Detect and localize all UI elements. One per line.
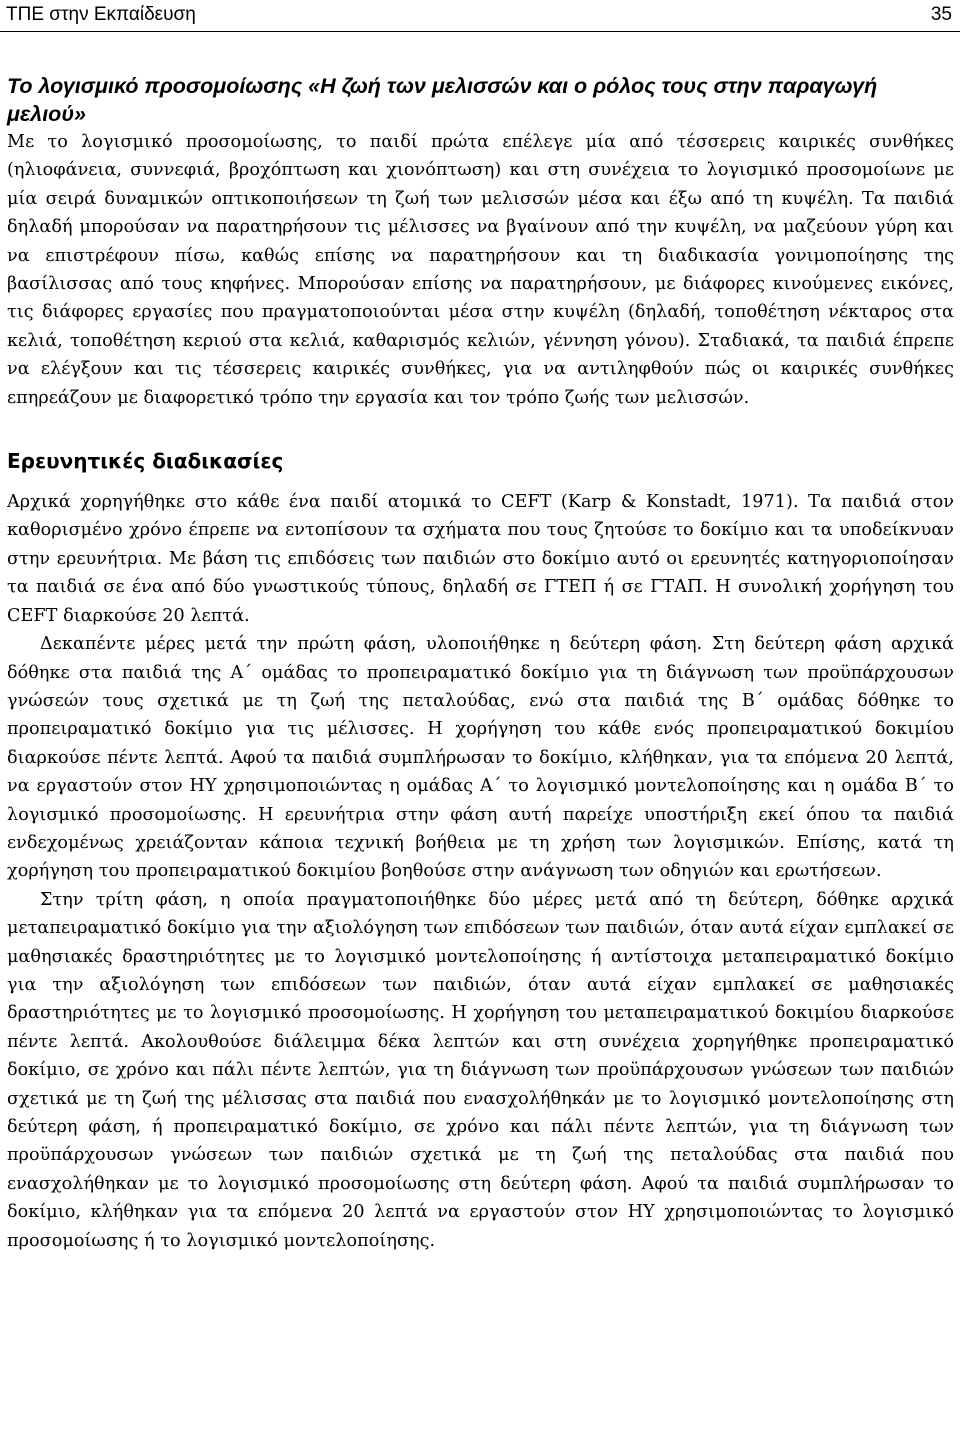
procedures-paragraph-2: Δεκαπέντε μέρες μετά την πρώτη φάση, υλοποιήθηκε η δεύτερη φάση. Στη δεύτερη φάση αρχικά δόθηκε στα παιδιά της Α΄ ομάδας το προπειραματικό δοκίμιο για τη διάγνωση των προϋπάρχουσων γνώσεών τους σχετικά με τη ζωή της πεταλούδας, ενώ στα παιδιά της Β΄ ομάδας δόθηκε το προπειραματικό δοκίμιο για τις μέλισσες. Η χορήγηση του κάθε ενός προπειραματικού δοκιμίου διαρκούσε πέντε λεπτά. Αφού τα παιδιά συμπλήρωσαν το δοκίμιο, κλήθηκαν, για τα επόμενα 20 λεπτά, να εργαστούν στον ΗΥ χρησιμοποιώντας η ομάδας Α΄ το λογισμικό μοντελοποίησης και η ομάδα Β΄ το λογισμικό προσομοίωσης. Η ερευνήτρια στην φάση αυτή παρείχε υποστήριξη εκεί όπου τα παιδιά ενδεχομένως χρειάζονταν κάποια τεχνική βοήθεια με τη χρήση των λογισμικών. Επίσης, κατά τη χορήγηση του προπειραματικού δοκιμίου βοηθούσε στην ανάγνωση των οδηγιών και ερωτήσεων. [7,634,954,882]
section-title: Το λογισμικό προσομοίωσης «Η ζωή των μελισσών και ο ρόλος τους στην παραγωγή μελιού» [7,74,878,126]
simulation-software-paragraph: Με το λογισμικό προσομοίωσης, το παιδί πρώτα επέλεγε μία από τέσσερεις καιρικές συνθήκες (ηλιοφάνεια, συννεφιά, βροχόπτωση και χιονόπτωση) και στη συνέχεια το λογισμικό προσομοίωνε με μία σειρά δυναμικών οπτικοποιήσεων τη ζωή των μελισσών μέσα και έξω από τη κυψέλη. Τα παιδιά δηλαδή μπορούσαν να παρατηρήσουν τις μέλισσες να βγαίνουν από την κυψέλη, να μαζεύουν γύρη και να επιστρέφουν πίσω, καθώς επίσης να παρατηρήσουν και τη διαδικασία γονιμοποίησης της βασίλισσας από τους κηφήνες. Μπορούσαν επίσης να παρατηρήσουν, με διάφορες κινούμενες εικόνες, τις διάφορες εργασίες που πραγματοποιούνται μέσα στην κυψέλη (δηλαδή, τοποθέτηση νέκταρος στα κελιά, τοποθέτηση κεριού στα κελιά, καθαρισμός κελιών, γέννηση γόνου). Σταδιακά, τα παιδιά έπρεπε να ελέγξουν και τις τέσσερεις καιρικές συνθήκες, για να αντιληφθούν πώς οι καιρικές συνθήκες επηρεάζουν με διαφορετικό τρόπο την εργασία και τον τρόπο ζωής των μελισσών. [7,132,954,408]
running-header [0,0,960,32]
subsection-title: Ερευνητικές διαδικασίες [7,449,284,474]
procedures-paragraph-3: Στην τρίτη φάση, η οποία πραγματοποιήθηκε δύο μέρες μετά από τη δεύτερη, δόθηκε αρχικά μεταπειραματικό δοκίμιο για την αξιολόγηση των επιδόσεων των παιδιών, όταν αυτά είχαν εμπλακεί σε μαθησιακές δραστηριότητες με το λογισμικό μοντελοποίησης ή αντίστοιχα μεταπειραματικό δοκίμιο για την αξιολόγηση των επιδόσεων των παιδιών, όταν αυτά είχαν εμπλακεί σε μαθησιακές δραστηριότητες με το λογισμικό προσομοίωσης. Η χορήγηση του μεταπειραματικού δοκιμίου διαρκούσε πέντε λεπτά. Ακολουθούσε διάλειμμα δέκα λεπτών και στη συνέχεια χορηγήθηκε προπειραματικό δοκίμιο, σε χρόνο και πάλι πέντε λεπτών, για τη διάγνωση των προϋπάρχουσων γνώσεων των παιδιών σχετικά με τη ζωή της μέλισσας στα παιδιά που ενασχολήθηκάν με το λογισμικό μοντελοποίησης στη δεύτερη φάση, ή προπειραματικό δοκίμιο, σε χρόνο και πάλι πέντε λεπτών, για τη διάγνωση των προϋπάρχουσων γνώσεων των παιδιών σχετικά με τη ζωή της πεταλούδας στα παιδιά που ενασχολήθηκαν με το λογισμικό προσομοίωσης στη δεύτερη φάση. Αφού τα παιδιά συμπλήρωσαν το δοκίμιο, κλήθηκαν για τα επόμενα 20 λεπτά να εργαστούν στον ΗΥ χρησιμοποιώντας το λογισμικό προσομοίωσης ή το λογισμικό μοντελοποίησης. [7,889,954,1251]
journal-title: ΤΠΕ στην Εκπαίδευση [6,4,196,25]
procedures-paragraph-1: Αρχικά χορηγήθηκε στο κάθε ένα παιδί ατομικά το CEFT (Karp & Konstadt, 1971). Τα παιδιά στον καθορισμένο χρόνο έπρεπε να εντοπίσουν τα σχήματα που τους ζητούσε το δοκίμιο και τα υποδείκνυαν στην ερευνήτρια. Με βάση τις επιδόσεις των παιδιών στο δοκίμιο αυτό οι ερευνητές κατηγοριοποίησαν τα παιδιά σε ένα από δύο γνωστικούς τύπους, δηλαδή σε ΓΤΕΠ ή σε ΓΤΑΠ. Η συνολική χορήγηση του CEFT διαρκούσε 20 λεπτά. [7,492,954,626]
page-number: 35 [930,4,952,25]
page-content [7,72,954,1255]
